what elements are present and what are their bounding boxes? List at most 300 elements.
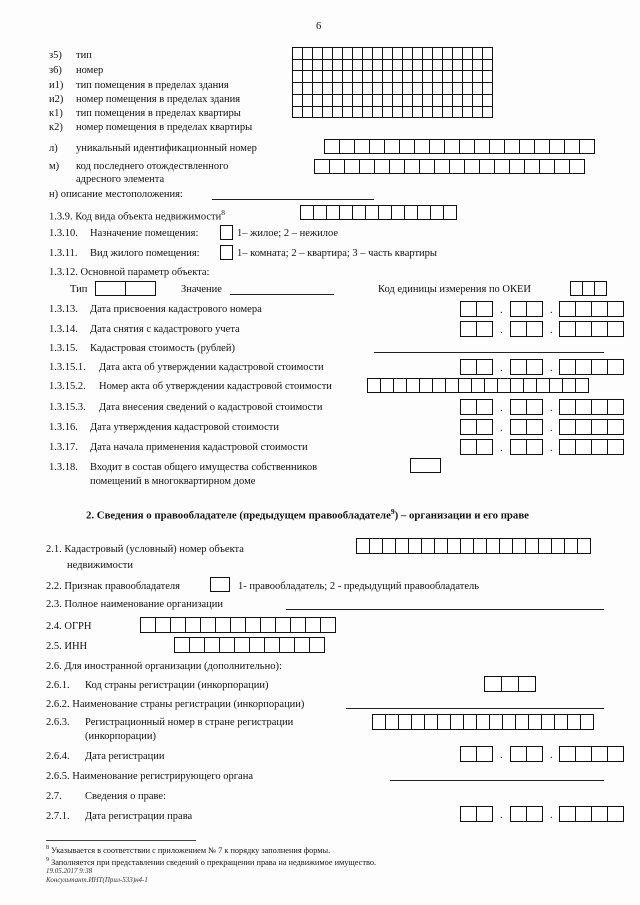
grid-cell[interactable]	[383, 71, 393, 83]
input-cell[interactable]	[502, 714, 516, 730]
grid-cell[interactable]	[423, 48, 433, 60]
input-cell[interactable]	[200, 617, 216, 633]
date-part-year[interactable]	[559, 746, 624, 762]
grid-cell[interactable]	[483, 48, 493, 60]
grid-cell[interactable]	[433, 48, 443, 60]
date-part-month[interactable]	[510, 301, 543, 317]
input-cell[interactable]	[525, 538, 539, 554]
date-cell[interactable]	[559, 806, 576, 822]
grid-cell[interactable]	[443, 94, 453, 106]
input-cell[interactable]	[290, 617, 306, 633]
date-cell[interactable]	[575, 419, 592, 435]
grid-cell[interactable]	[463, 71, 473, 83]
grid-cell[interactable]	[323, 48, 333, 60]
grid-cell[interactable]	[293, 59, 303, 71]
grid-cell[interactable]	[433, 59, 443, 71]
grid-cell[interactable]	[403, 71, 413, 83]
param-value-line[interactable]	[230, 294, 334, 295]
grid-cell[interactable]	[483, 106, 493, 118]
grid-cell[interactable]	[373, 106, 383, 118]
date-part-day[interactable]	[460, 419, 493, 435]
input-cell[interactable]	[125, 281, 156, 296]
input-cell[interactable]	[95, 281, 126, 296]
input-cell[interactable]	[140, 617, 156, 633]
input-cell[interactable]	[447, 538, 461, 554]
input-cell[interactable]	[155, 617, 171, 633]
input-cell[interactable]	[204, 637, 220, 653]
grid-cell[interactable]	[333, 59, 343, 71]
grid-cell[interactable]	[383, 48, 393, 60]
input-cell[interactable]	[419, 159, 435, 174]
grid-cell[interactable]	[423, 83, 433, 95]
grid-cell[interactable]	[473, 94, 483, 106]
grid-cell[interactable]	[353, 94, 363, 106]
grid-cell[interactable]	[363, 94, 373, 106]
date-cell[interactable]	[559, 419, 576, 435]
date-cell[interactable]	[559, 399, 576, 415]
date-part-day[interactable]	[460, 359, 493, 375]
grid-cell[interactable]	[353, 83, 363, 95]
date-cell[interactable]	[460, 359, 477, 375]
input-cell[interactable]	[450, 714, 464, 730]
input-cell[interactable]	[320, 617, 336, 633]
grid-cell[interactable]	[483, 83, 493, 95]
input-cell[interactable]	[219, 637, 235, 653]
input-cell[interactable]	[419, 378, 433, 393]
date-part-month[interactable]	[510, 359, 543, 375]
input-cell[interactable]	[391, 205, 405, 220]
grid-cell[interactable]	[323, 83, 333, 95]
date-cell[interactable]	[526, 399, 543, 415]
input-cell[interactable]	[260, 617, 276, 633]
input-cell[interactable]	[354, 139, 370, 154]
grid-cell[interactable]	[403, 94, 413, 106]
grid-cell[interactable]	[453, 71, 463, 83]
input-cell[interactable]	[339, 205, 353, 220]
grid-cell[interactable]	[333, 106, 343, 118]
input-cell[interactable]	[510, 378, 524, 393]
grid-cell[interactable]	[453, 106, 463, 118]
grid-cell[interactable]	[323, 106, 333, 118]
foreign-reg-number-cells[interactable]	[372, 714, 594, 730]
grid-cell[interactable]	[323, 59, 333, 71]
input-cell[interactable]	[473, 538, 487, 554]
input-cell[interactable]	[549, 378, 563, 393]
input-cell[interactable]	[504, 139, 520, 154]
okei-cells[interactable]	[570, 281, 607, 296]
input-cell[interactable]	[534, 139, 550, 154]
grid-cell[interactable]	[443, 71, 453, 83]
input-cell[interactable]	[434, 538, 448, 554]
grid-cell[interactable]	[383, 106, 393, 118]
grid-cell[interactable]	[363, 71, 373, 83]
grid-cell[interactable]	[423, 71, 433, 83]
input-cell[interactable]	[567, 714, 581, 730]
date-cell[interactable]	[591, 419, 608, 435]
grid-cell[interactable]	[313, 83, 323, 95]
input-cell[interactable]	[430, 205, 444, 220]
input-cell[interactable]	[463, 714, 477, 730]
input-cell[interactable]	[410, 458, 441, 473]
grid-cell[interactable]	[363, 83, 373, 95]
input-cell[interactable]	[528, 714, 542, 730]
input-cell[interactable]	[443, 205, 457, 220]
grid-cell[interactable]	[333, 48, 343, 60]
input-cell[interactable]	[549, 139, 565, 154]
grid-cell[interactable]	[293, 94, 303, 106]
inn-cells[interactable]	[174, 637, 325, 653]
input-cell[interactable]	[437, 714, 451, 730]
act-number-cells[interactable]	[367, 378, 589, 393]
date-cell[interactable]	[591, 321, 608, 337]
grid-cell[interactable]	[303, 106, 313, 118]
input-cell[interactable]	[344, 159, 360, 174]
input-cell[interactable]	[523, 378, 537, 393]
grid-cell[interactable]	[333, 83, 343, 95]
input-cell[interactable]	[489, 714, 503, 730]
grid-cell[interactable]	[453, 83, 463, 95]
input-cell[interactable]	[569, 159, 585, 174]
grid-cell[interactable]	[373, 48, 383, 60]
grid-cell[interactable]	[393, 59, 403, 71]
input-cell[interactable]	[374, 159, 390, 174]
grid-cell[interactable]	[413, 59, 423, 71]
date-cell[interactable]	[526, 301, 543, 317]
grid-cell[interactable]	[373, 94, 383, 106]
grid-cell[interactable]	[393, 83, 403, 95]
input-cell[interactable]	[459, 139, 475, 154]
grid-cell[interactable]	[413, 71, 423, 83]
grid-cell[interactable]	[403, 48, 413, 60]
input-cell[interactable]	[479, 159, 495, 174]
date-part-month[interactable]	[510, 806, 543, 822]
date-cell[interactable]	[526, 321, 543, 337]
date-cell[interactable]	[510, 439, 527, 455]
param-type-cells[interactable]	[95, 281, 156, 296]
date-cell[interactable]	[591, 301, 608, 317]
grid-cell[interactable]	[293, 83, 303, 95]
input-cell[interactable]	[541, 714, 555, 730]
grid-cell[interactable]	[453, 48, 463, 60]
input-cell[interactable]	[324, 139, 340, 154]
input-cell[interactable]	[339, 139, 355, 154]
date-cell[interactable]	[591, 399, 608, 415]
grid-cell[interactable]	[463, 59, 473, 71]
input-cell[interactable]	[497, 378, 511, 393]
input-cell[interactable]	[575, 378, 589, 393]
grid-cell[interactable]	[363, 106, 373, 118]
date-cell[interactable]	[559, 746, 576, 762]
grid-cell[interactable]	[433, 94, 443, 106]
grid-cell[interactable]	[343, 71, 353, 83]
grid-cell[interactable]	[323, 94, 333, 106]
input-cell[interactable]	[449, 159, 465, 174]
unique-id-cells[interactable]	[324, 139, 595, 154]
grid-cell[interactable]	[343, 106, 353, 118]
input-cell[interactable]	[518, 676, 536, 692]
date-part-month[interactable]	[510, 399, 543, 415]
input-cell[interactable]	[536, 378, 550, 393]
address-cells-grid[interactable]	[292, 47, 493, 118]
grid-cell[interactable]	[343, 83, 353, 95]
date-cell[interactable]	[591, 806, 608, 822]
input-cell[interactable]	[494, 159, 510, 174]
date-part-month[interactable]	[510, 746, 543, 762]
date-cell[interactable]	[460, 806, 477, 822]
grid-cell[interactable]	[333, 94, 343, 106]
purpose-checkbox[interactable]	[220, 225, 233, 240]
date-part-day[interactable]	[460, 399, 493, 415]
input-cell[interactable]	[378, 205, 392, 220]
input-cell[interactable]	[580, 714, 594, 730]
input-cell[interactable]	[460, 538, 474, 554]
input-cell[interactable]	[489, 139, 505, 154]
input-cell[interactable]	[369, 139, 385, 154]
input-cell[interactable]	[365, 205, 379, 220]
date-cell[interactable]	[575, 359, 592, 375]
date-cell[interactable]	[510, 359, 527, 375]
input-cell[interactable]	[486, 538, 500, 554]
input-cell[interactable]	[429, 139, 445, 154]
grid-cell[interactable]	[413, 106, 423, 118]
input-cell[interactable]	[220, 225, 233, 240]
date-part-year[interactable]	[559, 359, 624, 375]
input-cell[interactable]	[359, 159, 375, 174]
date-cell[interactable]	[460, 419, 477, 435]
grid-cell[interactable]	[463, 48, 473, 60]
date-part-month[interactable]	[510, 439, 543, 455]
input-cell[interactable]	[367, 378, 381, 393]
input-cell[interactable]	[170, 617, 186, 633]
grid-cell[interactable]	[463, 106, 473, 118]
grid-cell[interactable]	[383, 83, 393, 95]
grid-cell[interactable]	[403, 83, 413, 95]
grid-cell[interactable]	[303, 94, 313, 106]
org-name-line[interactable]	[286, 609, 604, 610]
ogrn-cells[interactable]	[140, 617, 336, 633]
input-cell[interactable]	[215, 617, 231, 633]
grid-cell[interactable]	[413, 83, 423, 95]
input-cell[interactable]	[406, 378, 420, 393]
date-part-year[interactable]	[559, 419, 624, 435]
grid-cell[interactable]	[423, 106, 433, 118]
grid-cell[interactable]	[393, 71, 403, 83]
input-cell[interactable]	[234, 637, 250, 653]
input-cell[interactable]	[464, 159, 480, 174]
date-part-day[interactable]	[460, 439, 493, 455]
location-description-line[interactable]	[212, 199, 374, 200]
date-part-year[interactable]	[559, 439, 624, 455]
input-cell[interactable]	[564, 139, 580, 154]
grid-cell[interactable]	[443, 83, 453, 95]
input-cell[interactable]	[382, 538, 396, 554]
grid-cell[interactable]	[343, 94, 353, 106]
date-cell[interactable]	[476, 806, 493, 822]
grid-cell[interactable]	[313, 71, 323, 83]
input-cell[interactable]	[564, 538, 578, 554]
input-cell[interactable]	[395, 538, 409, 554]
reg-authority-line[interactable]	[390, 780, 604, 781]
grid-cell[interactable]	[403, 106, 413, 118]
input-cell[interactable]	[309, 637, 325, 653]
date-cell[interactable]	[559, 321, 576, 337]
input-cell[interactable]	[476, 714, 490, 730]
grid-cell[interactable]	[473, 106, 483, 118]
grid-cell[interactable]	[413, 48, 423, 60]
grid-cell[interactable]	[463, 94, 473, 106]
date-cell[interactable]	[526, 419, 543, 435]
date-cell[interactable]	[559, 301, 576, 317]
date-part-month[interactable]	[510, 419, 543, 435]
input-cell[interactable]	[275, 617, 291, 633]
date-cell[interactable]	[460, 439, 477, 455]
grid-cell[interactable]	[423, 94, 433, 106]
date-part-day[interactable]	[460, 806, 493, 822]
grid-cell[interactable]	[473, 48, 483, 60]
grid-cell[interactable]	[473, 83, 483, 95]
input-cell[interactable]	[389, 159, 405, 174]
grid-cell[interactable]	[443, 59, 453, 71]
input-cell[interactable]	[577, 538, 591, 554]
grid-cell[interactable]	[393, 94, 403, 106]
grid-cell[interactable]	[463, 83, 473, 95]
date-cell[interactable]	[510, 806, 527, 822]
grid-cell[interactable]	[403, 59, 413, 71]
input-cell[interactable]	[264, 637, 280, 653]
date-cell[interactable]	[476, 301, 493, 317]
grid-cell[interactable]	[483, 94, 493, 106]
date-cell[interactable]	[607, 806, 624, 822]
date-cell[interactable]	[575, 806, 592, 822]
input-cell[interactable]	[579, 139, 595, 154]
input-cell[interactable]	[524, 159, 540, 174]
grid-cell[interactable]	[353, 48, 363, 60]
date-cell[interactable]	[526, 359, 543, 375]
address-element-code-cells[interactable]	[314, 159, 585, 174]
input-cell[interactable]	[445, 378, 459, 393]
date-cell[interactable]	[526, 439, 543, 455]
input-cell[interactable]	[294, 637, 310, 653]
date-part-year[interactable]	[559, 301, 624, 317]
grid-cell[interactable]	[303, 71, 313, 83]
input-cell[interactable]	[174, 637, 190, 653]
input-cell[interactable]	[421, 538, 435, 554]
date-cell[interactable]	[591, 359, 608, 375]
grid-cell[interactable]	[453, 94, 463, 106]
common-property-cell[interactable]	[410, 458, 441, 473]
date-cell[interactable]	[460, 746, 477, 762]
grid-cell[interactable]	[303, 59, 313, 71]
date-cell[interactable]	[575, 321, 592, 337]
grid-cell[interactable]	[313, 59, 323, 71]
input-cell[interactable]	[313, 205, 327, 220]
grid-cell[interactable]	[373, 71, 383, 83]
input-cell[interactable]	[210, 577, 230, 592]
input-cell[interactable]	[393, 378, 407, 393]
input-cell[interactable]	[300, 205, 314, 220]
input-cell[interactable]	[539, 159, 555, 174]
input-cell[interactable]	[408, 538, 422, 554]
grid-cell[interactable]	[363, 48, 373, 60]
date-part-month[interactable]	[510, 321, 543, 337]
grid-cell[interactable]	[393, 48, 403, 60]
cadastral-number-cells[interactable]	[356, 538, 591, 554]
input-cell[interactable]	[471, 378, 485, 393]
date-part-day[interactable]	[460, 301, 493, 317]
date-cell[interactable]	[591, 746, 608, 762]
grid-cell[interactable]	[313, 106, 323, 118]
input-cell[interactable]	[369, 538, 383, 554]
grid-cell[interactable]	[353, 71, 363, 83]
grid-cell[interactable]	[303, 48, 313, 60]
input-cell[interactable]	[220, 245, 233, 260]
input-cell[interactable]	[562, 378, 576, 393]
date-cell[interactable]	[510, 746, 527, 762]
date-cell[interactable]	[575, 439, 592, 455]
input-cell[interactable]	[230, 617, 246, 633]
grid-cell[interactable]	[323, 71, 333, 83]
date-part-year[interactable]	[559, 806, 624, 822]
input-cell[interactable]	[279, 637, 295, 653]
input-cell[interactable]	[372, 714, 386, 730]
date-cell[interactable]	[460, 321, 477, 337]
input-cell[interactable]	[185, 617, 201, 633]
input-cell[interactable]	[384, 139, 400, 154]
grid-cell[interactable]	[373, 59, 383, 71]
living-type-checkbox[interactable]	[220, 245, 233, 260]
input-cell[interactable]	[414, 139, 430, 154]
grid-cell[interactable]	[293, 106, 303, 118]
grid-cell[interactable]	[433, 106, 443, 118]
input-cell[interactable]	[404, 205, 418, 220]
input-cell[interactable]	[554, 159, 570, 174]
input-cell[interactable]	[432, 378, 446, 393]
date-cell[interactable]	[476, 439, 493, 455]
date-part-year[interactable]	[559, 321, 624, 337]
input-cell[interactable]	[385, 714, 399, 730]
grid-cell[interactable]	[313, 94, 323, 106]
date-cell[interactable]	[476, 321, 493, 337]
input-cell[interactable]	[326, 205, 340, 220]
grid-cell[interactable]	[293, 71, 303, 83]
date-part-day[interactable]	[460, 321, 493, 337]
country-code-cells[interactable]	[484, 676, 536, 692]
input-cell[interactable]	[245, 617, 261, 633]
date-cell[interactable]	[591, 439, 608, 455]
input-cell[interactable]	[411, 714, 425, 730]
grid-cell[interactable]	[303, 83, 313, 95]
input-cell[interactable]	[554, 714, 568, 730]
grid-cell[interactable]	[483, 59, 493, 71]
input-cell[interactable]	[352, 205, 366, 220]
input-cell[interactable]	[484, 378, 498, 393]
grid-cell[interactable]	[333, 71, 343, 83]
input-cell[interactable]	[399, 139, 415, 154]
grid-cell[interactable]	[353, 106, 363, 118]
date-cell[interactable]	[510, 301, 527, 317]
grid-cell[interactable]	[413, 94, 423, 106]
grid-cell[interactable]	[293, 48, 303, 60]
holder-sign-checkbox[interactable]	[210, 577, 230, 592]
input-cell[interactable]	[458, 378, 472, 393]
date-cell[interactable]	[476, 419, 493, 435]
input-cell[interactable]	[417, 205, 431, 220]
input-cell[interactable]	[424, 714, 438, 730]
grid-cell[interactable]	[363, 59, 373, 71]
input-cell[interactable]	[314, 159, 330, 174]
country-name-line[interactable]	[346, 708, 604, 709]
grid-cell[interactable]	[373, 83, 383, 95]
